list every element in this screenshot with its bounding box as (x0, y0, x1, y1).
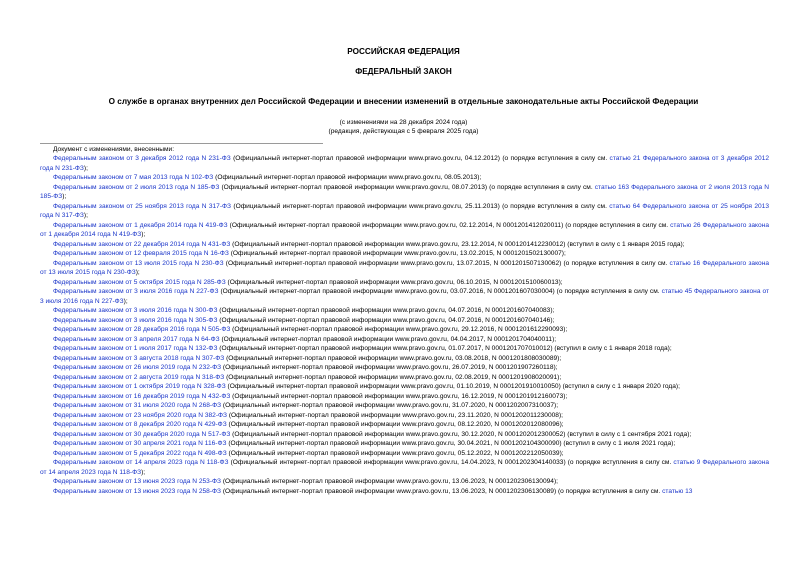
amendment-text: (Официальный интернет-портал правовой информации www.pravo.gov.ru, 08.12.2020, N 0001202012080096); (226, 421, 564, 428)
amendment-link[interactable]: Федеральным законом от 31 июля 2020 года N 268-ФЗ (53, 402, 222, 409)
amendment-text: ); (123, 297, 128, 305)
amendment-text: (Официальный интернет-портал правовой информации www.pravo.gov.ru, 31.07.2020, N 0001202007310037); (221, 402, 559, 409)
amendment-text: (Официальный интернет-портал правовой информации www.pravo.gov.ru, 29.12.2016, N 0001201612290093); (230, 326, 568, 333)
amendment-link[interactable]: Федеральным законом от 16 декабря 2019 года N 432-ФЗ (53, 392, 231, 400)
amendment-item (40, 373, 769, 383)
amendment-text: ); (83, 212, 88, 219)
amendment-text: (Официальный интернет-портал правовой информации www.pravo.gov.ru, 06.10.2015, N 0001201510060013); (225, 278, 563, 286)
amendment-link[interactable]: Федеральным законом от 1 декабря 2014 года N 419-ФЗ (53, 221, 228, 229)
amendment-text: ); (141, 231, 146, 238)
amendment-item (40, 354, 769, 364)
amendment-item (40, 325, 769, 335)
amendment-item (40, 202, 769, 221)
amendment-item (40, 363, 769, 373)
amendment-text: (Официальный интернет-портал правовой информации www.pravo.gov.ru, 13.06.2023, N 0001202306130094); (221, 478, 558, 485)
amendment-item (40, 487, 769, 497)
amendment-item (40, 316, 769, 326)
amendment-item (40, 477, 769, 487)
amendment-text: (Официальный интернет-портал правовой информации www.pravo.gov.ru, 03.08.2018, N 0001201808030089); (224, 354, 562, 362)
amendment-link[interactable]: статью 9 Федерального закона от 14 апреля 2023 года N 118-ФЗ (40, 459, 769, 476)
amendment-text: (Официальный интернет-портал правовой информации www.pravo.gov.ru, 02.12.2014, N 0001201412020011) (о порядке вступления в силу см. (227, 221, 671, 229)
amendment-item (40, 449, 769, 459)
amendment-link[interactable]: статью 64 Федерального закона от 25 ноября 2013 года N 317-ФЗ (40, 202, 769, 219)
amendment-text: (Официальный интернет-портал правовой информации www.pravo.gov.ru, 02.08.2019, N 0001201908020091); (224, 373, 562, 381)
amendment-link[interactable]: Федеральным законом от 2 июля 2013 года N 185-ФЗ (53, 183, 220, 191)
amendment-link[interactable]: Федеральным законом от 3 августа 2018 года N 307-ФЗ (53, 354, 225, 362)
amendment-text: (Официальный интернет-портал правовой информации www.pravo.gov.ru, 14.04.2023, N 0001202304140033) (о порядке вступления в силу см. (228, 459, 674, 466)
amendment-text: (Официальный интернет-портал правовой информации www.pravo.gov.ru, 13.07.2015, N 0001201507130062) (о порядке вступления в силу см. (223, 259, 670, 267)
amendment-link[interactable]: Федеральным законом от 23 ноября 2020 года N 382-ФЗ (53, 411, 228, 419)
amendment-item (40, 335, 769, 345)
amendment-item (40, 278, 769, 288)
amendment-link[interactable]: Федеральным законом от 22 декабря 2014 года N 431-ФЗ (53, 240, 231, 248)
amendment-item (40, 221, 769, 240)
amendment-item (40, 183, 769, 202)
amendment-text: ); (135, 269, 140, 276)
edition-note: (редакция, действующая с 5 февраля 2025 года) (328, 128, 479, 135)
amendment-text: (Официальный интернет-портал правовой информации www.pravo.gov.ru, 13.06.2023, N 0001202306130089) (о порядке вступления в силу см. (221, 487, 663, 495)
amendment-link[interactable]: Федеральным законом от 30 апреля 2021 года N 116-ФЗ (53, 440, 227, 447)
amendment-text: (Официальный интернет-портал правовой информации www.pravo.gov.ru, 01.07.2017, N 0001201707010012) (вступил в силу с 1 января 2018 года); (217, 345, 672, 352)
amendment-text: ); (62, 193, 67, 200)
amendment-item (40, 173, 769, 183)
amendment-text: ); (141, 468, 146, 476)
amendment-item (40, 306, 769, 316)
amendment-text: (Официальный интернет-портал правовой информации www.pravo.gov.ru, 30.12.2020, N 0001202012300052) (вступил в силу с 1 сентября 2021 года); (230, 430, 692, 438)
amendment-item (40, 249, 769, 259)
amendment-link[interactable]: Федеральным законом от 3 июля 2016 года N 305-ФЗ (53, 316, 218, 324)
amendment-text: ); (83, 164, 88, 172)
law-title: О службе в органах внутренних дел Российской Федерации и внесении изменений в отдельные законодательные акты Российской Федерации (108, 97, 699, 106)
amendment-text: (Официальный интернет-портал правовой информации www.pravo.gov.ru, 01.10.2019, N 0001201910010050) (вступил в силу с 1 января 2020 года); (225, 383, 680, 390)
amendment-link[interactable]: Федеральным законом от 12 февраля 2015 года N 16-ФЗ (53, 250, 229, 257)
amendment-link[interactable]: Федеральным законом от 3 апреля 2017 года N 64-ФЗ (53, 335, 220, 343)
law-type-heading: ФЕДЕРАЛЬНЫЙ ЗАКОН (355, 67, 452, 76)
amendment-link[interactable]: статью 45 Федерального закона от 3 июля 2016 года N 227-ФЗ (40, 288, 769, 305)
amendment-link[interactable]: Федеральным законом от 25 ноября 2013 года N 317-ФЗ (53, 202, 232, 210)
amendment-text: (Официальный интернет-портал правовой информации www.pravo.gov.ru, 04.12.2012) (о порядке вступления в силу см. (230, 155, 610, 162)
amendment-item (40, 420, 769, 430)
separator-rule (40, 143, 323, 144)
amendment-link[interactable]: Федеральным законом от 3 июля 2016 года N 227-ФЗ (53, 288, 219, 295)
amendment-link[interactable]: Федеральным законом от 8 декабря 2020 года N 429-ФЗ (53, 421, 227, 428)
amendment-item (40, 287, 769, 306)
amendment-text: (Официальный интернет-портал правовой информации www.pravo.gov.ru, 04.07.2016, N 0001201607040146); (217, 316, 555, 324)
amendment-link[interactable]: Федеральным законом от 28 декабря 2016 года N 505-ФЗ (53, 326, 231, 333)
amendment-text: (Официальный интернет-портал правовой информации www.pravo.gov.ru, 16.12.2019, N 0001201912160073); (230, 392, 568, 400)
amendment-item (40, 259, 769, 278)
amendment-item (40, 344, 769, 354)
country-heading: РОССИЙСКАЯ ФЕДЕРАЦИЯ (347, 47, 460, 56)
amendment-link[interactable]: Федеральным законом от 14 апреля 2023 года N 118-ФЗ (53, 459, 229, 466)
amendment-link[interactable]: Федеральным законом от 5 декабря 2022 года N 498-ФЗ (53, 449, 227, 457)
amendments-list (40, 154, 769, 496)
amendment-link[interactable]: Федеральным законом от 1 октября 2019 года N 328-ФЗ (53, 383, 226, 390)
amendment-text: (Официальный интернет-портал правовой информации www.pravo.gov.ru, 13.02.2015, N 0001201502130007); (228, 250, 566, 257)
amendment-text: (Официальный интернет-портал правовой информации www.pravo.gov.ru, 08.05.2013); (213, 174, 482, 181)
amendment-link[interactable]: статью 26 Федерального закона от 1 декабря 2014 года N 419-ФЗ (40, 221, 769, 238)
amendment-text: (Официальный интернет-портал правовой информации www.pravo.gov.ru, 23.11.2020, N 0001202011230008); (227, 411, 563, 419)
amendment-item (40, 240, 769, 250)
amendment-text: (Официальный интернет-портал правовой информации www.pravo.gov.ru, 04.07.2016, N 0001201607040083); (217, 307, 555, 314)
amendment-text: (Официальный интернет-портал правовой информации www.pravo.gov.ru, 23.12.2014, N 0001201412230012) (вступил в силу с 1 января 2015 года); (230, 240, 685, 248)
changes-note: (с изменениями на 28 декабря 2024 года) (339, 119, 468, 126)
amendment-item (40, 439, 769, 449)
amendments-intro: Документ с изменениями, внесенными: (53, 146, 175, 153)
amendment-text: (Официальный интернет-портал правовой информации www.pravo.gov.ru, 05.12.2022, N 0001202212050039); (226, 449, 564, 457)
amendment-item (40, 430, 769, 440)
amendment-text: (Официальный интернет-портал правовой информации www.pravo.gov.ru, 30.04.2021, N 0001202104300090) (вступил в силу с 1 июля 2021 года); (226, 440, 676, 447)
amendment-link[interactable]: Федеральным законом от 3 декабря 2012 года N 231-ФЗ (53, 155, 231, 162)
amendment-link[interactable]: Федеральным законом от 3 июля 2016 года N 300-ФЗ (53, 307, 218, 314)
amendment-item (40, 154, 769, 173)
amendment-link[interactable]: Федеральным законом от 1 июля 2017 года N 132-ФЗ (53, 345, 218, 352)
amendment-text: (Официальный интернет-портал правовой информации www.pravo.gov.ru, 08.07.2013) (о порядке вступления в силу см. (219, 183, 595, 191)
amendment-link[interactable]: Федеральным законом от 5 октября 2015 года N 285-ФЗ (53, 278, 226, 286)
amendment-link[interactable]: Федеральным законом от 13 июля 2015 года N 230-ФЗ (53, 259, 224, 267)
amendment-link[interactable]: Федеральным законом от 7 мая 2013 года N 102-ФЗ (53, 174, 214, 181)
amendment-link[interactable]: Федеральным законом от 30 декабря 2020 года N 517-ФЗ (53, 430, 231, 438)
amendment-text: (Официальный интернет-портал правовой информации www.pravo.gov.ru, 04.04.2017, N 0001201704040011); (219, 335, 557, 343)
amendment-link[interactable]: статью 16 Федерального закона от 13 июля 2015 года N 230-ФЗ (40, 259, 769, 276)
amendment-link[interactable]: статью 163 Федерального закона от 2 июля 2013 года N 185-ФЗ (40, 183, 769, 200)
amendment-link[interactable]: статью 21 Федерального закона от 3 декабря 2012 года N 231-ФЗ (40, 155, 769, 172)
amendment-item (40, 392, 769, 402)
amendment-item (40, 458, 769, 477)
amendment-text: (Официальный интернет-портал правовой информации www.pravo.gov.ru, 25.11.2013) (о порядке вступления в силу см. (231, 202, 610, 210)
amendment-item (40, 401, 769, 411)
amendment-link[interactable]: статью 13 (662, 487, 693, 495)
amendment-link[interactable]: Федеральным законом от 2 августа 2019 года N 318-ФЗ (53, 373, 225, 381)
amendment-link[interactable]: Федеральным законом от 13 июня 2023 года N 258-ФЗ (53, 487, 222, 495)
amendment-item (40, 411, 769, 421)
amendment-text: (Официальный интернет-портал правовой информации www.pravo.gov.ru, 26.07.2019, N 0001201907260118); (221, 364, 558, 371)
amendment-link[interactable]: Федеральным законом от 13 июня 2023 года N 253-ФЗ (53, 478, 222, 485)
amendment-text: (Официальный интернет-портал правовой информации www.pravo.gov.ru, 03.07.2016, N 0001201607030004) (о порядке вступления в силу см. (218, 288, 662, 295)
amendment-link[interactable]: Федеральным законом от 26 июля 2019 года N 232-ФЗ (53, 364, 222, 371)
amendment-item (40, 382, 769, 392)
